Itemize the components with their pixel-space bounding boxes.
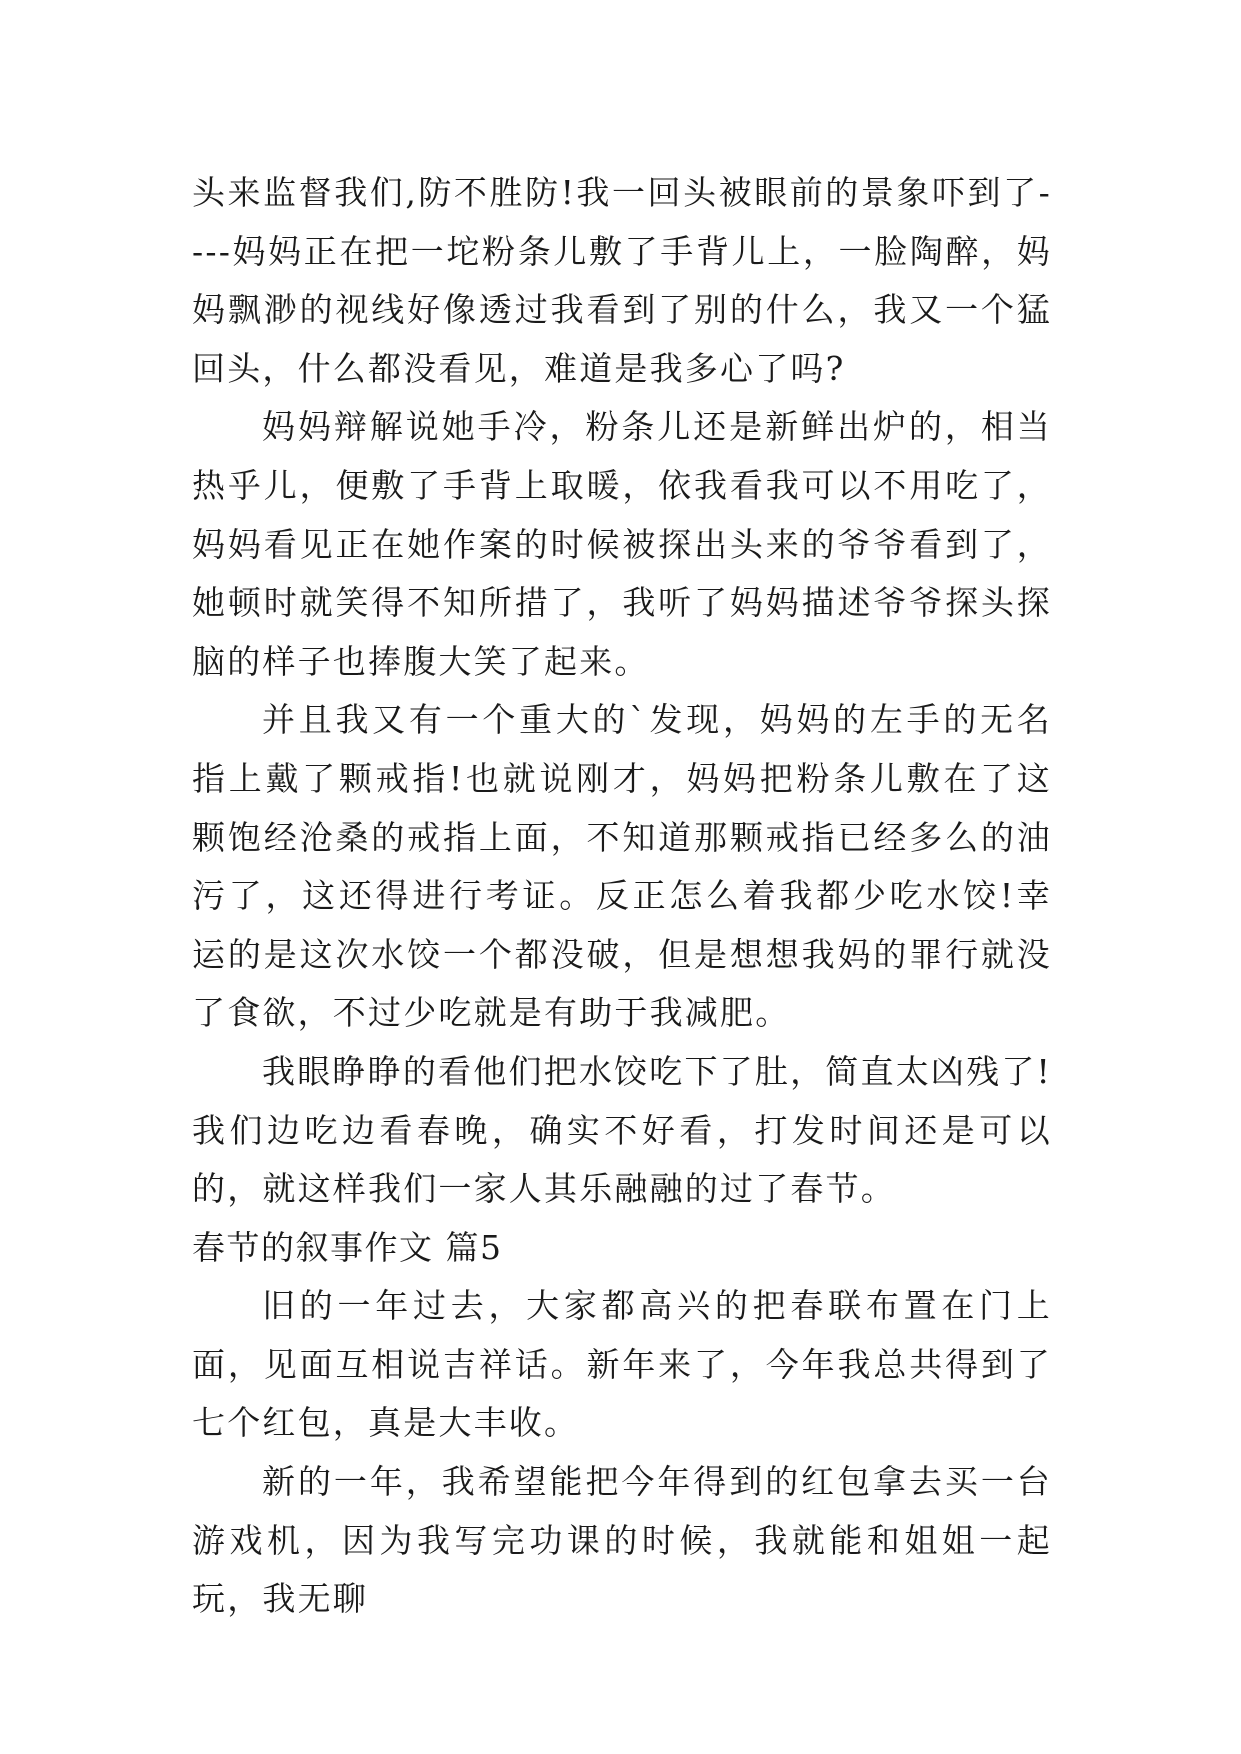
paragraph-ring-discovery: 并且我又有一个重大的`发现，妈妈的左手的无名指上戴了颗戒指!也就说刚才，妈妈把粉条儿敷在了这颗饱经沧桑的戒指上面，不知道那颗戒指已经多么的油污了，这还得进行考证。反正怎么着我都少吃水饺!幸运的是这次水饺一个都没破，但是想想我妈的罪行就没了食欲，不过少吃就是有助于我减肥。 [192, 700, 1052, 1033]
section-heading: 春节的叙事作文 篇5 [192, 1227, 503, 1267]
paragraph-new-year: 旧的一年过去，大家都高兴的把春联布置在门上面，见面互相说吉祥话。新年来了，今年我总共得到了七个红包，真是大丰收。 [192, 1286, 1052, 1443]
document-body [192, 164, 1052, 1629]
paragraph-spring-gala: 我眼睁睁的看他们把水饺吃下了肚，简直太凶残了!我们边吃边看春晚，确实不好看，打发时间还是可以的，就这样我们一家人其乐融融的过了春节。 [192, 1051, 1052, 1209]
paragraph-mom-explains: 妈妈辩解说她手冷，粉条儿还是新鲜出炉的，相当热乎儿，便敷了手背上取暖，依我看我可以不用吃了，妈妈看见正在她作案的时候被探出头来的爷爷看到了，她顿时就笑得不知所措了，我听了妈妈描述爷爷探头探脑的样子也捧腹大笑了起来。 [192, 407, 1052, 681]
paragraph-red-envelope-wish: 新的一年，我希望能把今年得到的红包拿去买一台游戏机，因为我写完功课的时候，我就能和姐姐一起玩，我无聊 [192, 1462, 1052, 1619]
paragraph-continued: 头来监督我们,防不胜防!我一回头被眼前的景象吓到了----妈妈正在把一坨粉条儿敷了手背儿上，一脸陶醉，妈妈飘渺的视线好像透过我看到了别的什么，我又一个猛回头，什么都没看见，难道是我多心了吗? [192, 173, 1052, 388]
